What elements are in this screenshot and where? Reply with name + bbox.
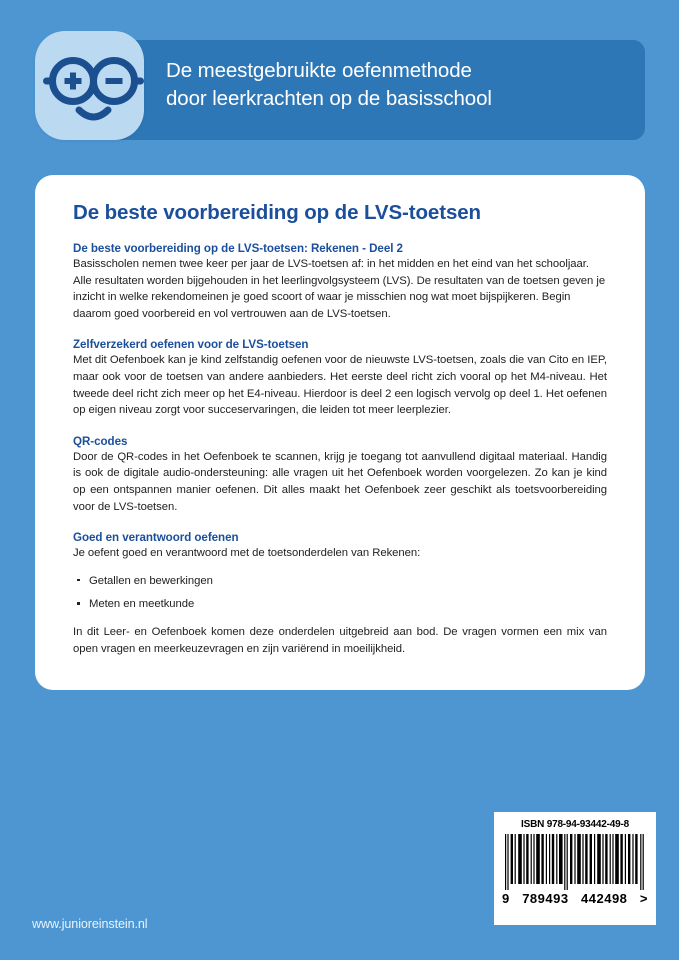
section-qr-codes bbox=[73, 435, 607, 515]
face-with-glasses-plus-minus-icon bbox=[35, 31, 144, 140]
section-goed-verantwoord-oefenen bbox=[73, 531, 607, 657]
section-zelfverzekerd-oefenen bbox=[73, 338, 607, 418]
barcode-digit-group-4: > bbox=[639, 891, 648, 906]
section-lvs-intro bbox=[73, 242, 607, 322]
page-header bbox=[0, 0, 679, 172]
section-body: Je oefent goed en verantwoord met de toetsonderdelen van Rekenen: bbox=[73, 547, 421, 560]
barcode-digit-group-3: 442498 bbox=[581, 891, 628, 906]
content-card-inner bbox=[35, 175, 645, 657]
logo-badge bbox=[35, 31, 144, 140]
header-tagline-line-2: door leerkrachten op de basisschool bbox=[166, 87, 492, 110]
section-body: Met dit Oefenboek kan je kind zelfstandig oefenen voor de nieuwste LVS-toetsen, zoals die van Cito en IEP, maar ook voor de toetsen van andere aanbieders. Het eerste deel richt zich vooral op het M4-niveau. Het tweede deel richt zich meer op het E4-niveau. Hierdoor is deel 2 een logisch vervolg op deel 1. Het oefenen op eigen niveau zorgt voor succeservaringen, die leiden tot meer leerplezier. bbox=[73, 354, 607, 417]
section-body: Door de QR-codes in het Oefenboek te scannen, krijg je toegang tot aanvullend digitaal materiaal. Handig is ook de digitale audio-ondersteuning: alle vragen uit het Oefenboek worden voorgelezen. Zo kan je kind op een ontspannen manier oefenen. Dit alles maakt het Oefenboek zeer geschikt als toetsvoorbereiding voor de LVS-toetsen. bbox=[73, 450, 607, 513]
barcode-bars-icon bbox=[505, 834, 645, 890]
section-heading: Zelfverzekerd oefenen voor de LVS-toetsen bbox=[73, 338, 309, 352]
toetsonderdelen-list bbox=[73, 573, 607, 613]
header-tagline-line-1: De meestgebruikte oefenmethode bbox=[166, 59, 472, 82]
list-item-label: Getallen en bewerkingen bbox=[89, 574, 213, 587]
section-heading: Goed en verantwoord oefenen bbox=[73, 531, 239, 545]
barcode-digit-group-1: 9 bbox=[502, 891, 510, 906]
section-body-closing: In dit Leer- en Oefenboek komen deze onderdelen uitgebreid aan bod. De vragen vormen een mix van open vragen en meerkeuzevragen en zijn variërend in moeilijkheid. bbox=[73, 625, 607, 655]
barcode-digits bbox=[502, 890, 648, 906]
isbn-label: ISBN 978-94-93442-49-8 bbox=[521, 819, 629, 830]
bullet-dot-icon bbox=[77, 602, 80, 605]
header-tagline bbox=[166, 57, 636, 113]
section-heading: De beste voorbereiding op de LVS-toetsen: Rekenen - Deel 2 bbox=[73, 242, 403, 255]
list-item bbox=[89, 573, 607, 590]
bullet-dot-icon bbox=[77, 579, 80, 582]
section-heading: QR-codes bbox=[73, 434, 128, 448]
list-item-label: Meten en meetkunde bbox=[89, 598, 195, 611]
isbn-barcode bbox=[494, 812, 656, 925]
content-card bbox=[35, 175, 645, 690]
footer-website-url[interactable]: www.junioreinstein.nl bbox=[32, 917, 148, 931]
barcode-digit-group-2: 789493 bbox=[522, 891, 569, 906]
list-item bbox=[89, 596, 607, 613]
page-title: De beste voorbereiding op de LVS-toetsen bbox=[73, 201, 481, 224]
section-body: Basisscholen nemen twee keer per jaar de LVS-toetsen af: in het midden en het eind van het schooljaar. Alle resultaten worden bijgehouden in het leerlingvolgsysteem (LVS). De resultaten van de toetsen geven je inzicht in welke rekendomeinen je goed scoort of waar je misschien nog wat moet bijspijkeren. Begin daarom goed voorbereid en vol vertrouwen aan de LVS-toetsen. bbox=[73, 258, 606, 320]
